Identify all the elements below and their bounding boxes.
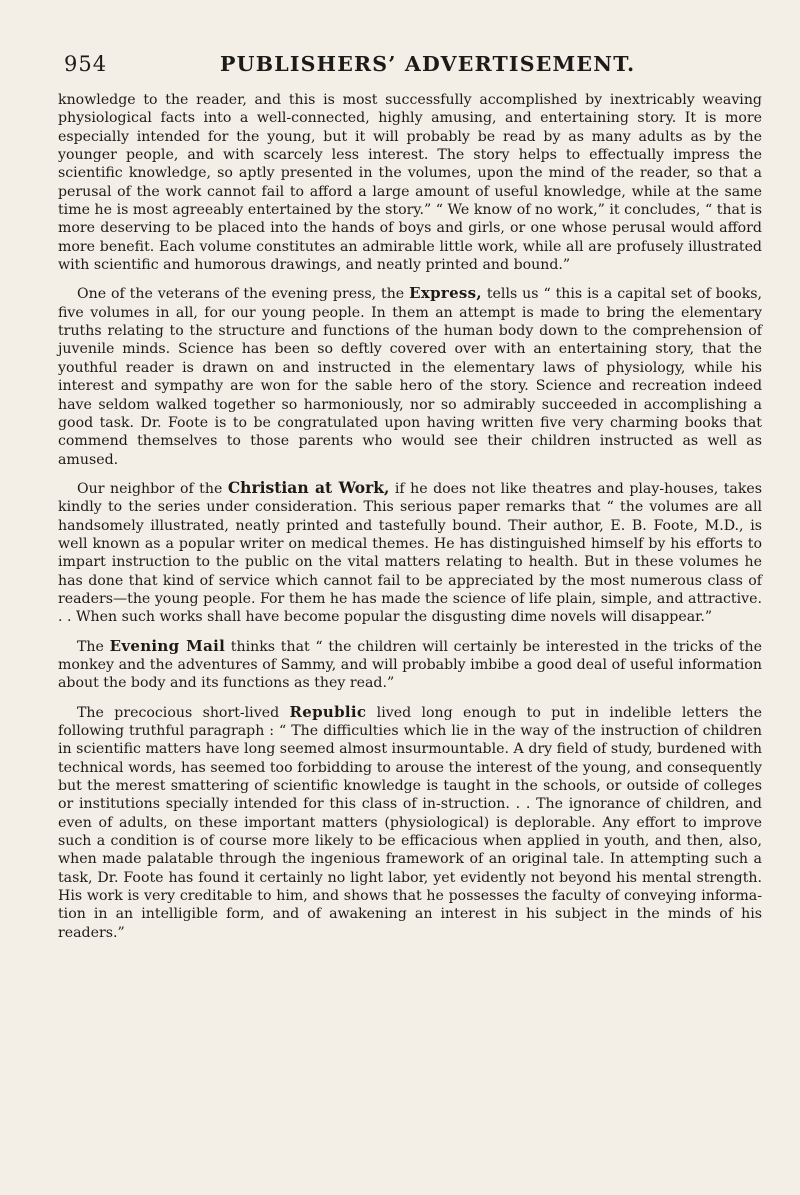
running-head: PUBLISHERS’ ADVERTISEMENT. (220, 52, 636, 76)
page-number: 954 (64, 52, 108, 76)
page-header (0, 52, 800, 84)
newspaper-name: Christian at Work, (227, 477, 390, 497)
newspaper-name: Republic (289, 702, 367, 721)
paragraph-text: tells us “ this is a capital set of books, five volumes in all, for our young people. In them an attempt is made to bring the elementary truths relating to the structure and functions of the human body down to the comprehension of juvenile minds. Science has been so deftly covered over with an entertaining story, that the youthful reader is drawn on and instructed in the elementary laws of physiology, while his interest and sympathy are won for the sable hero of the story. Science and recreation indeed have seldom walked together so harmoniously, nor so admirably succeeded in accomplishing a good task. Dr. Foote is to be congratulated upon having written five very charming books that commend themselves to those parents who would see their children instructed as well as amused. (58, 286, 763, 468)
paragraph (58, 479, 762, 627)
newspaper-name: Evening Mail (109, 636, 226, 655)
paragraph-text: if he does not like theatres and play-houses, takes kindly to the series under consideration. This serious paper remarks that “ the volumes are all handsomely illustrated, neatly printed and tastefully bound. Their author, E. B. Foote, M.D., is well known as a popular writer on medical themes. He has distinguished himself by his efforts to impart instruction to the public on the vital matters relating to health. But in these volumes he has done that kind of service which cannot fail to be appreciated by the most numerous class of readers—the young people. For them he has made the science of life plain, simple, and attractive. . . When such works shall have become popular the disgusting dime novels will disappear.” (58, 480, 763, 626)
paragraph-text: thinks that “ the children will certainly be interested in the tricks of the monkey and the adventures of Sammy, and will probably imbibe a good deal of useful information about the body and its functions as they read.” (58, 638, 762, 692)
paragraph (58, 703, 762, 942)
paragraph-lead: The precocious short-lived (77, 704, 290, 721)
paragraph-lead: Our neighbor of the (77, 480, 228, 497)
paragraph-text: knowledge to the reader, and this is most successfully accomplished by inextricably weaving physiological facts into a well-connected, highly amusing, and entertaining story. It is more especially intended for the young, but it will probably be read by as many adults as by the younger people, and with scarcely less interest. The story helps to effectually impress the scientific knowledge, so aptly presented in the volumes, upon the mind of the reader, so that a perusal of the work cannot fail to afford a large amount of useful knowledge, while at the same time he is most agreeably entertained by the story.” “ We know of no work,” it concludes, “ that is more deserving to be placed into the hands of boys and girls, or one whose perusal would afford more benefit. Each volume constitutes an admirable little work, while all are profusely illustrated with scientific and humorous drawings, and neatly printed and bound.” (58, 92, 762, 274)
paragraph-lead: The (77, 638, 110, 655)
paragraph (58, 91, 762, 274)
paragraph-lead: One of the veterans of the evening press, the (77, 286, 410, 303)
body-text (58, 91, 762, 952)
paragraph-text: lived long enough to put in indelible letters the following truthful paragraph : “ The difficulties which lie in the way of the instruction of children in scientific matters have long seemed almost insurmountable. A dry field of study, burdened with technical words, has seemed too forbidding to arouse the interest of the young, and consequently but the merest smattering of scientific knowledge is taught in the schools, or outside of colleges or institutions specially intended for this class of in-struction. . . The ignorance of children, and even of adults, on these important matters (physiological) is deplorable. Any effort to improve such a condition is of course more likely to be efficacious when applied in youth, and then, also, when made palatable through the ingenious framework of an original tale. In attempting such a task, Dr. Foote has found it certainly no light labor, yet evidently not beyond his mental strength. His work is very creditable to him, and shows that he possesses the faculty of conveying informa-tion in an intelligible form, and of awakening an interest in his subject in the minds of his readers.” (58, 704, 762, 941)
newspaper-name: Express, (409, 284, 482, 303)
paragraph (58, 284, 762, 468)
paragraph (58, 637, 762, 693)
